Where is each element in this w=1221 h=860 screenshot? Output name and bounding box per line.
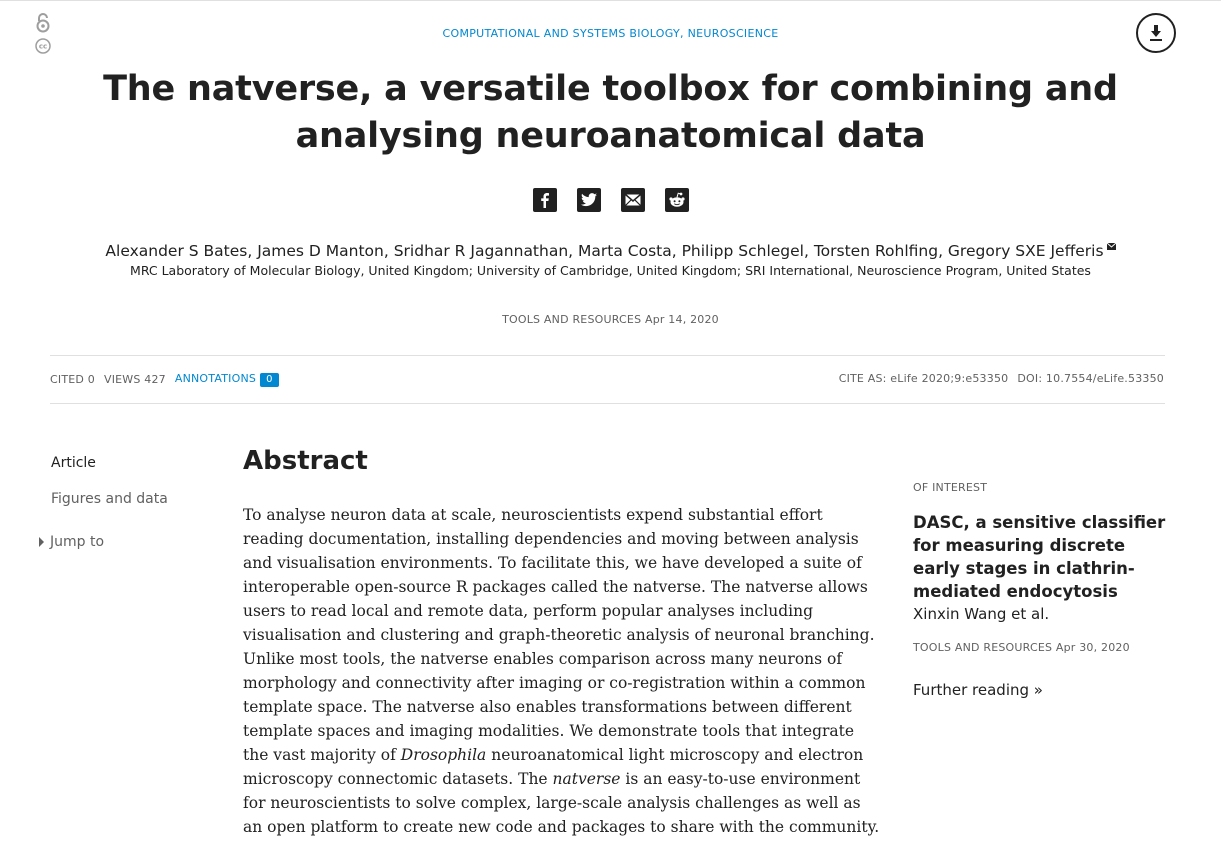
article-type-date <box>0 313 1221 326</box>
citation-info <box>839 372 1164 385</box>
related-article-date: Apr 30, 2020 <box>1055 641 1130 654</box>
jump-to-label: Jump to <box>50 534 105 550</box>
abstract-text <box>243 503 883 839</box>
abstract-italic-2: natverse <box>552 770 621 788</box>
reddit-icon <box>668 192 686 208</box>
related-article-authors: Xinxin Wang et al. <box>913 605 1050 623</box>
caret-right-icon <box>39 537 44 547</box>
abstract-part-2: neuroanatomical light microscopy and electron microscopy connectomic datasets. The <box>243 746 864 788</box>
download-icon <box>1148 24 1164 42</box>
doi[interactable]: DOI: 10.7554/eLife.53350 <box>1017 372 1164 385</box>
of-interest-label: OF INTEREST <box>913 481 988 494</box>
affiliations: MRC Laboratory of Molecular Biology, United Kingdom; University of Cambridge, United Kingdom; SRI International, Neuroscience Program, United States <box>130 263 1091 278</box>
annotations-link[interactable] <box>175 372 279 387</box>
article-nav <box>51 452 168 560</box>
related-article-type[interactable]: TOOLS AND RESOURCES <box>913 641 1053 654</box>
annotations-count-badge: 0 <box>260 373 279 387</box>
share-reddit-button[interactable] <box>665 188 689 212</box>
share-bar <box>0 188 1221 212</box>
subject-separator: , <box>680 27 688 40</box>
annotations-label: ANNOTATIONS <box>174 372 257 385</box>
share-facebook-button[interactable] <box>533 188 557 212</box>
divider-top <box>50 355 1165 356</box>
cited-count[interactable]: CITED 0 <box>50 373 95 386</box>
top-border <box>0 0 1221 1</box>
facebook-icon <box>538 192 552 208</box>
cc-icon[interactable] <box>35 38 51 54</box>
further-reading-link[interactable]: Further reading » <box>913 681 1043 699</box>
subject-link-neuroscience[interactable]: NEUROSCIENCE <box>687 27 779 40</box>
nav-jump-to[interactable] <box>39 524 168 560</box>
publish-date: Apr 14, 2020 <box>644 313 719 326</box>
author-list <box>0 236 1221 260</box>
subject-link-computational-biology[interactable]: COMPUTATIONAL AND SYSTEMS BIOLOGY <box>442 27 681 40</box>
author-names[interactable]: Alexander S Bates, James D Manton, Sridhar R Jagannathan, Marta Costa, Philipp Schlegel, Torsten Rohlfing, Gregory SXE Jefferis <box>105 242 1104 261</box>
nav-figures-and-data[interactable]: Figures and data <box>51 491 168 507</box>
article-title: The natverse, a versatile toolbox for combining and analysing neuroanatomical data <box>103 69 1118 156</box>
twitter-icon <box>581 193 597 207</box>
abstract-part-1: To analyse neuron data at scale, neuroscientists expend substantial effort reading documentation, installing dependencies and moving between analysis and visualisation environments. To facilitate this, we have developed a suite of interoperable open-source R packages called the natverse. The natverse allows users to read local and remote data, perform popular analyses including visualisation and clustering and graph-theoretic analysis of neuronal branching. Unlike most tools, the natverse enables comparison across many neurons of morphology and connectivity after imaging or co-registration within a common template space. The natverse also enables transformations between different template spaces and imaging modalities. We demonstrate tools that integrate the vast majority of <box>243 506 875 764</box>
mail-icon <box>1107 243 1116 250</box>
corresponding-author-mail[interactable] <box>1107 236 1116 254</box>
svg-text:cc: cc <box>38 42 48 51</box>
email-icon <box>625 194 641 206</box>
download-button[interactable] <box>1136 13 1176 53</box>
abstract-italic-1: Drosophila <box>400 746 487 764</box>
related-article-title[interactable]: DASC, a sensitive classifier for measuring discrete early stages in clathrin-mediated endocytosis <box>913 513 1166 601</box>
divider-bottom <box>50 403 1165 404</box>
cite-as: CITE AS: eLife 2020;9:e53350 <box>838 372 1009 385</box>
article-type[interactable]: TOOLS AND RESOURCES <box>502 313 642 326</box>
share-twitter-button[interactable] <box>577 188 601 212</box>
subject-links <box>0 27 1221 40</box>
abstract-part-3: is an easy-to-use environment for neuroscientists to solve complex, large-scale analysis challenges as well as an open platform to create new code and packages to share with the community. <box>243 770 880 836</box>
views-count[interactable]: VIEWS 427 <box>103 373 166 386</box>
nav-article[interactable]: Article <box>51 455 96 471</box>
related-article-type-date <box>913 641 1173 654</box>
article-metrics <box>50 372 279 387</box>
of-interest-panel <box>913 481 1173 699</box>
share-email-button[interactable] <box>621 188 645 212</box>
abstract-heading: Abstract <box>243 446 368 476</box>
